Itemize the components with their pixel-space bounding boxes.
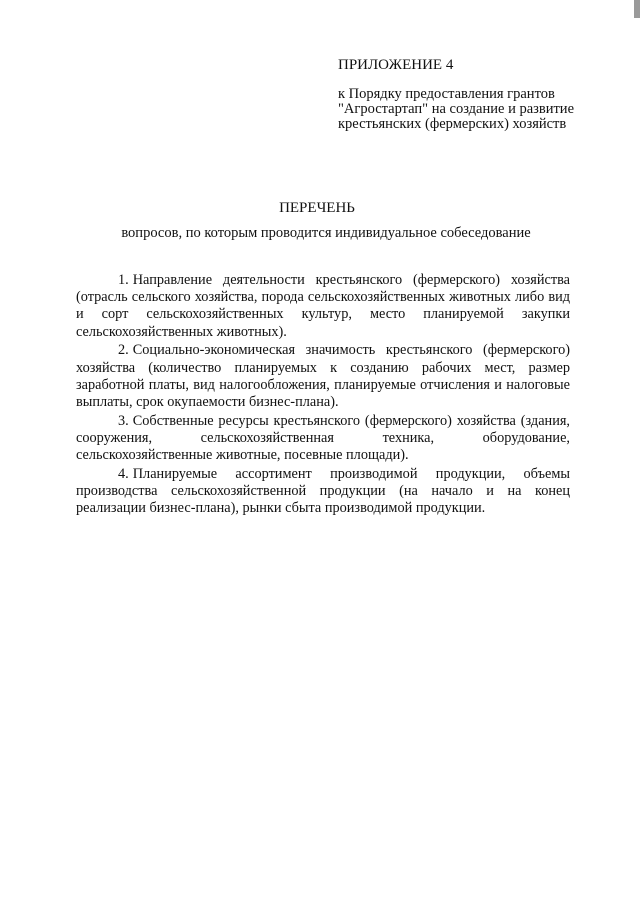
question-list <box>76 272 570 519</box>
list-item-number: 2. <box>118 342 129 359</box>
appendix-line-3: крестьянских (фермерских) хозяйств <box>338 116 567 132</box>
list-item-text: Планируемые ассортимент производимой продукции, объемы производства сельскохозяйственной продукции (на начало и на конец реализации бизнес-плана), рынки сбыта производимой продукции. <box>76 465 570 517</box>
list-item-number: 4. <box>118 465 129 482</box>
document-title: ПЕРЕЧЕНЬ <box>279 200 355 216</box>
list-item-number: 1. <box>118 272 129 288</box>
appendix-line-1: к Порядку предоставления грантов <box>338 86 555 102</box>
list-item-text: Социально-экономическая значимость крестьянского (фермерского) хозяйства (количество планируемых к созданию рабочих мест, размер заработной платы, вид налогообложения, планируемые отчисления и налоговые выплаты, срок окупаемости бизнес-плана). <box>76 342 570 410</box>
document-subtitle: вопросов, по которым проводится индивидуальное собеседование <box>121 225 531 241</box>
list-item-text: Собственные ресурсы крестьянского (фермерского) хозяйства (здания, сооружения, сельскохозяйственная техника, оборудование, сельскохозяйственные животные, посевные площади). <box>76 412 570 464</box>
list-item <box>76 413 570 465</box>
appendix-header <box>338 58 628 132</box>
list-item-number: 3. <box>118 412 129 429</box>
appendix-line-2: "Агростартап" на создание и развитие <box>338 101 575 117</box>
list-item <box>76 272 570 341</box>
scan-edge-mark <box>634 0 640 18</box>
list-item-text: Направление деятельности крестьянского (фермерского) хозяйства (отрасль сельского хозяйства, порода сельскохозяйственных животных либо вид и сорт сельскохозяйственных культур, место планируемой закупки сельскохозяйственных животных). <box>76 272 570 340</box>
list-item <box>76 466 570 518</box>
appendix-title: ПРИЛОЖЕНИЕ 4 <box>338 57 454 73</box>
list-item <box>76 342 570 411</box>
